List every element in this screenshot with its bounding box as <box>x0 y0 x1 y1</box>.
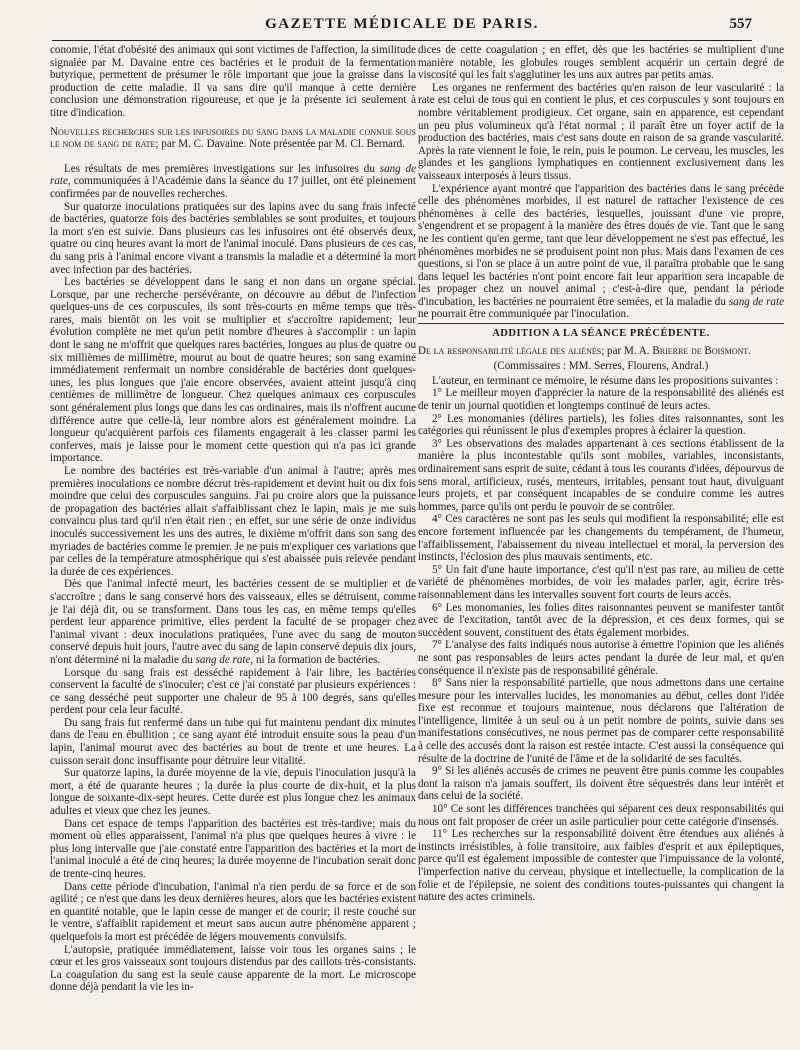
paragraph: Dans cette période d'incubation, l'animal n'a rien perdu de sa force et de son agilité ; ce n'est que dans les deux dernières heures, alors que les bactéries existent en quantité notable, que le lapin cesse de manger et de courir; il reste couché sur le ventre, s'affaiblit rapidement et meurt sans aucun autre phénomène apparent ; quelquefois la mort est précédée de légers mouvements convulsifs. <box>50 880 416 943</box>
page-number: 557 <box>729 16 752 32</box>
section-divider <box>418 323 784 324</box>
paragraph <box>50 163 416 201</box>
proposition: 4° Ces caractères ne sont pas les seuls qui modifient la responsabilité; elle est encore fortement influencée par les changements du tempérament, de l'humeur, l'affaiblissement, l'abaissement du niveau intellectuel et moral, la perversion des instincts, l'éclosion des plus mauvais sentiments, etc. <box>418 513 784 564</box>
article-title-main: Nouvelles recherches sur les infusoires du sang dans la maladie connue sous le nom de sang de rate <box>50 125 416 151</box>
proposition: 8° Sans nier la responsabilité partielle, que nous admettons dans une certaine mesure pour les intervalles lucides, les monomanies au début, celles dont l'idée fixe est reconnue et toujours maintenue, nous déclarons que l'altération de l'intelligence, limitée à un seul ou à un petit nombre de points, suivie dans ses manifestations consécutives, ne nous permet pas de comparer cette responsabilité à celle des accusés dont la raison est restée intacte. C'est aussi la conséquence qui résulte de la doctrine de l'unité de l'âme et de la solidarité de ses facultés. <box>418 677 784 765</box>
paragraph: Les organes ne renferment des bactéries qu'en raison de leur vascularité : la rate est celui de tous qui en contient le plus, et ces corpuscules y sont toujours en nombre véritablement prodigieux. Cet organe, sain en apparence, est cependant un peu plus volumineux qu'à l'état normal ; il paraît être un foyer actif de la production des bactéries, mais c'est sans doute en raison de sa grande vascularité. Après la rate viennent le foie, le rein, puis le poumon. Le cerveau, les muscles, les glandes et les ganglions lymphatiques en contiennent exclusivement dans les vaisseaux interposés à leurs tissus. <box>418 81 784 182</box>
commission-note: (Commissaires : MM. Serres, Flourens, Andral.) <box>493 360 709 373</box>
paragraph: Les bactéries se développent dans le sang et non dans un organe spécial. Lorsque, par une recherche persévérante, on découvre au début de l'infection quelques-uns de ces corpuscules, ils sont très-courts en même temps que très-rares, mais bientôt on les voit se multiplier et s'accroître rapidement; leur évolution complète ne met qu'un petit nombre d'heures à s'accomplir : un lapin dont le sang ne m'offrit que quelques rares bactéries, longues au plus de quatre ou six millièmes de millimètre, mourut au bout de quatre heures; son sang examiné immédiatement renfermait un nombre considérable de bactéries dont quelques-unes, les plus longues que j'aie encore observées, avaient atteint jusqu'à cinq centièmes de millimètre de longueur. Chez quelques animaux ces corpuscules sont généralement plus longs que dans les cas ordinaires, mais ils n'offrent aucune différence autre que celle-là, leur nombre alors est généralement moindre. La longueur qu'acquièrent parfois ces filaments engagerait à les classer parmi les conferves, mais je laisse pour le moment cette question qui n'a pas ici grande importance. <box>50 276 416 465</box>
proposition: 3° Les observations des malades appartenant à ces sections établissent de la manière la plus incontestable qu'ils sont mobiles, variables, inconsistants, ordinairement sans esprit de suite, cédant à tous les courants d'idées, dépourvus de sens moral, artificieux, rusés, menteurs, irritables, pensant tout haut, divulguant leurs projets, et par conséquent incapables de se conduire comme les autres hommes, parce qu'ils ont perdu le pouvoir de se contrôler. <box>418 437 784 513</box>
paragraph: Lorsque du sang frais est desséché rapidement à l'air libre, les bactéries conservent la faculté de s'inoculer; c'est ce j'ai constaté par plusieurs expériences : ce sang desséché peut supporter une chaleur de 95 à 100 degrés, sans qu'elles perdent pour cela leur faculté. <box>50 666 416 717</box>
paragraph: Du sang frais fut renfermé dans un tube qui fut maintenu pendant dix minutes dans de l'eau en ébullition ; ce sang ayant été introduit ensuite sous la peau d'un lapin, l'animal mourut avec des bactéries au bout de trente et une heures. La cuisson serait donc insuffisante pour détruire leur vitalité. <box>50 716 416 767</box>
proposition: 2° Les monomanies (délires partiels), les folies dites raisonnantes, sont les catégories qui réunissent le plus d'exemples propres à éclairer la question. <box>418 412 784 438</box>
paragraph <box>50 578 416 666</box>
page-header <box>52 14 752 41</box>
text-run: , ni la formation de bactéries. <box>250 653 381 666</box>
text-run: ne pourrait être communiquée par l'inoculation. <box>418 308 629 321</box>
text-run: Dès que l'animal infecté meurt, les bactéries cessent de se multiplier et de s'accroître ; dans le sang conservé hors des vaisseaux, elles se détruisent, comme je l'ai déjà dit, ou se transforment. Dans tous les cas, en même temps qu'elles perdent leur apparence primitive, elles perdent la faculté de se propager chez l'animal vivant : deux inoculations pratiquées, l'une avec du sang de mouton conservé depuis huit jours, l'autre avec du sang de lapin conservé depuis dix jours, n'ont déterminé ni la maladie du <box>50 578 416 666</box>
proposition: 9° Si les aliénés accusés de crimes ne peuvent être punis comme les coupables dont la raison n'a jamais souffert, ils doivent être séquestrés dans leur intérêt et dans celui de la société. <box>418 765 784 803</box>
text-run: , communiquées à l'Académie dans la séance du 17 juillet, ont été pleinement confirmées par de nouvelles recherches. <box>50 175 416 200</box>
article-title-main: De la responsabilité légale des aliénés <box>418 344 602 357</box>
paragraph: Sur quatorze lapins, la durée moyenne de la vie, depuis l'inoculation jusqu'à la mort, a été de quarante heures ; la durée la plus courte de dix-huit, et la plus longue de soixante-dix-sept heures. Cette durée est plus longue chez les animaux adultes et vieux que chez les jeunes. <box>50 767 416 818</box>
proposition: 1° Le meilleur moyen d'apprécier la nature de la responsabilité des aliénés est de tenir un journal quotidien et longtemps continué de leurs actes. <box>418 387 784 413</box>
text-run: L'expérience ayant montré que l'apparition des bactéries dans le sang précède celle des phénomènes morbides, il est naturel de rattacher l'existence de ces phénomènes à celle des bactéries, lesquelles, jouissant d'une vie propre, s'engendrent et se propagent à la manière des êtres doués de vie. Tant que le sang ne les contient qu'en germe, tant que leur développement ne s'est pas effectué, les phénomènes morbides ne se produisent point non plus. Mais dans l'examen de ces questions, si l'on se place à un autre point de vue, il paraîtra probable que le sang dans lequel les bactéries n'ont point encore fait leur apparition sera incapable de les propager chez un nouvel animal ; c'est-à-dire que, pendant la période d'incubation, les bactéries ne pourraient être semées, et la maladie du <box>418 182 784 308</box>
paragraph: Dans cet espace de temps l'apparition des bactéries est très-tardive; mais du moment où elles apparaissent, l'animal n'a plus que quelques heures à vivre : le plus long intervalle que j'aie constaté entre l'apparition des bactéries et la mort de l'animal inoculé a été de cinq heures; la durée moyenne de l'incubation serait donc de trente-cinq heures. <box>50 817 416 880</box>
paragraph: dices de cette coagulation ; en effet, dès que les bactéries se multiplient d'une manière notable, les globules rouges semblent acquérir un certain degré de viscosité qui les fait s'agglutiner les uns aux autres par petits amas. <box>418 44 784 82</box>
paragraph: Le nombre des bactéries est très-variable d'un animal à l'autre; après mes premières inoculations ce nombre décrut très-rapidement et devint huit ou dix fois moindre que celui des corpuscules sanguins. J'ai pu croire alors que la puissance de propagation des bactéries allait s'affaiblissant chez le lapin, mais je me suis convaincu plus tard qu'il n'en était rien ; en effet, sur une série de onze individus inoculés successivement les uns des autres, le dixième m'offrit dans son sang des myriades de bactéries comme le premier. Je ne puis m'expliquer ces variations que par celles de la température atmosphérique qui s'est abaissée puis relevée pendant la durée de ces expériences. <box>50 465 416 578</box>
emphasis: sang de rate <box>195 653 251 666</box>
paragraph: L'auteur, en terminant ce mémoire, le résume dans les propositions suivantes : <box>432 374 779 387</box>
proposition: 6° Les monomanies, les folies dites raisonnantes peuvent se manifester tantôt avec de l'excitation, tantôt avec de la dépression, et ces deux formes, qui se succèdent souvent, constituent des états également morbides. <box>418 601 784 639</box>
article-title <box>50 126 416 151</box>
emphasis: sang de rate <box>728 295 784 308</box>
paragraph: Sur quatorze inoculations pratiquées sur des lapins avec du sang frais infecté de bactéries, quatorze fois des bactéries semblables se sont produites, et toujours la mort s'en est suivie. Dans plusieurs cas les infusoires ont été observés deux, quatre ou cinq heures avant la mort de l'animal inoculé. Dans plusieurs de ces cas, du sang pris à l'animal encore vivant a transmis la maladie et a déterminé la mort avec infection par des bactéries. <box>50 200 416 276</box>
paragraph: conomie, l'état d'obésité des animaux qui sont victimes de l'affection, la similitude signalée par M. Davaine entre ces bactéries et le produit de la fermentation butyrique, permettent de présumer le rôle important que joue la graisse dans la production de cette maladie. Il va sans dire qu'il manque à cette dernière conclusion une démonstration rigoureuse, et que je la présente ici seulement à titre d'indication. <box>50 44 416 119</box>
section-heading: ADDITION A LA SÉANCE PRÉCÉDENTE. <box>492 328 710 340</box>
left-column <box>50 44 416 994</box>
proposition: 10° Ce sont les différences tranchées qui séparent ces deux responsabilités qui nous ont fait proposer de créer un asile particulier pour cette catégorie d'insensés. <box>418 803 784 828</box>
proposition: 7° L'analyse des faits indiqués nous autorise à émettre l'opinion que les aliénés ne sont pas responsables de leurs actes pendant la durée de leur mal, et qu'en conséquence il n'existe pas de responsabilité générale. <box>418 639 784 677</box>
article-title-author: ; par M. C. Davaine. Note présentée par M. Cl. Bernard. <box>155 138 405 151</box>
proposition: 5° Un fait d'une haute importance, c'est qu'il n'est pas rare, au milieu de cette variété de phénomènes morbides, de voir les malades parler, agir, écrire très-raisonnablement dans les intervalles souvent fort courts de leurs accès. <box>418 563 784 601</box>
text-run: ; par M. A. <box>601 344 653 357</box>
journal-title: GAZETTE MÉDICALE DE PARIS. <box>265 16 539 32</box>
right-column <box>418 44 784 904</box>
article-author: Brierre de Boismont <box>652 344 749 357</box>
paragraph <box>418 183 784 322</box>
emphasis: sang de rate <box>50 162 417 188</box>
text-run: Les résultats de mes premières investigations sur les infusoires du <box>64 162 380 175</box>
proposition: 11° Les recherches sur la responsabilité doivent être étendues aux aliénés à instincts irrésistibles, à folie transitoire, aux faibles d'esprit et aux épileptiques, parce qu'il est également impossible de contester que l'impuissance de la volonté, l'imperfection native du cerveau, physique et intellectuelle, la complication de la folie et de l'épilepsie, ne soient des conditions toutes-puissantes qui changent la nature des actes criminels. <box>418 828 784 904</box>
paragraph: L'autopsie, pratiquée immédiatement, laisse voir tous les organes sains ; le cœur et les gros vaisseaux sont toujours distendus par des caillots très-consistants. La coagulation du sang est la seule cause apparente de la mort. Le microscope donne déjà pendant la vie les in- <box>50 943 416 994</box>
text-run: . <box>748 344 752 357</box>
article-title <box>418 345 784 358</box>
